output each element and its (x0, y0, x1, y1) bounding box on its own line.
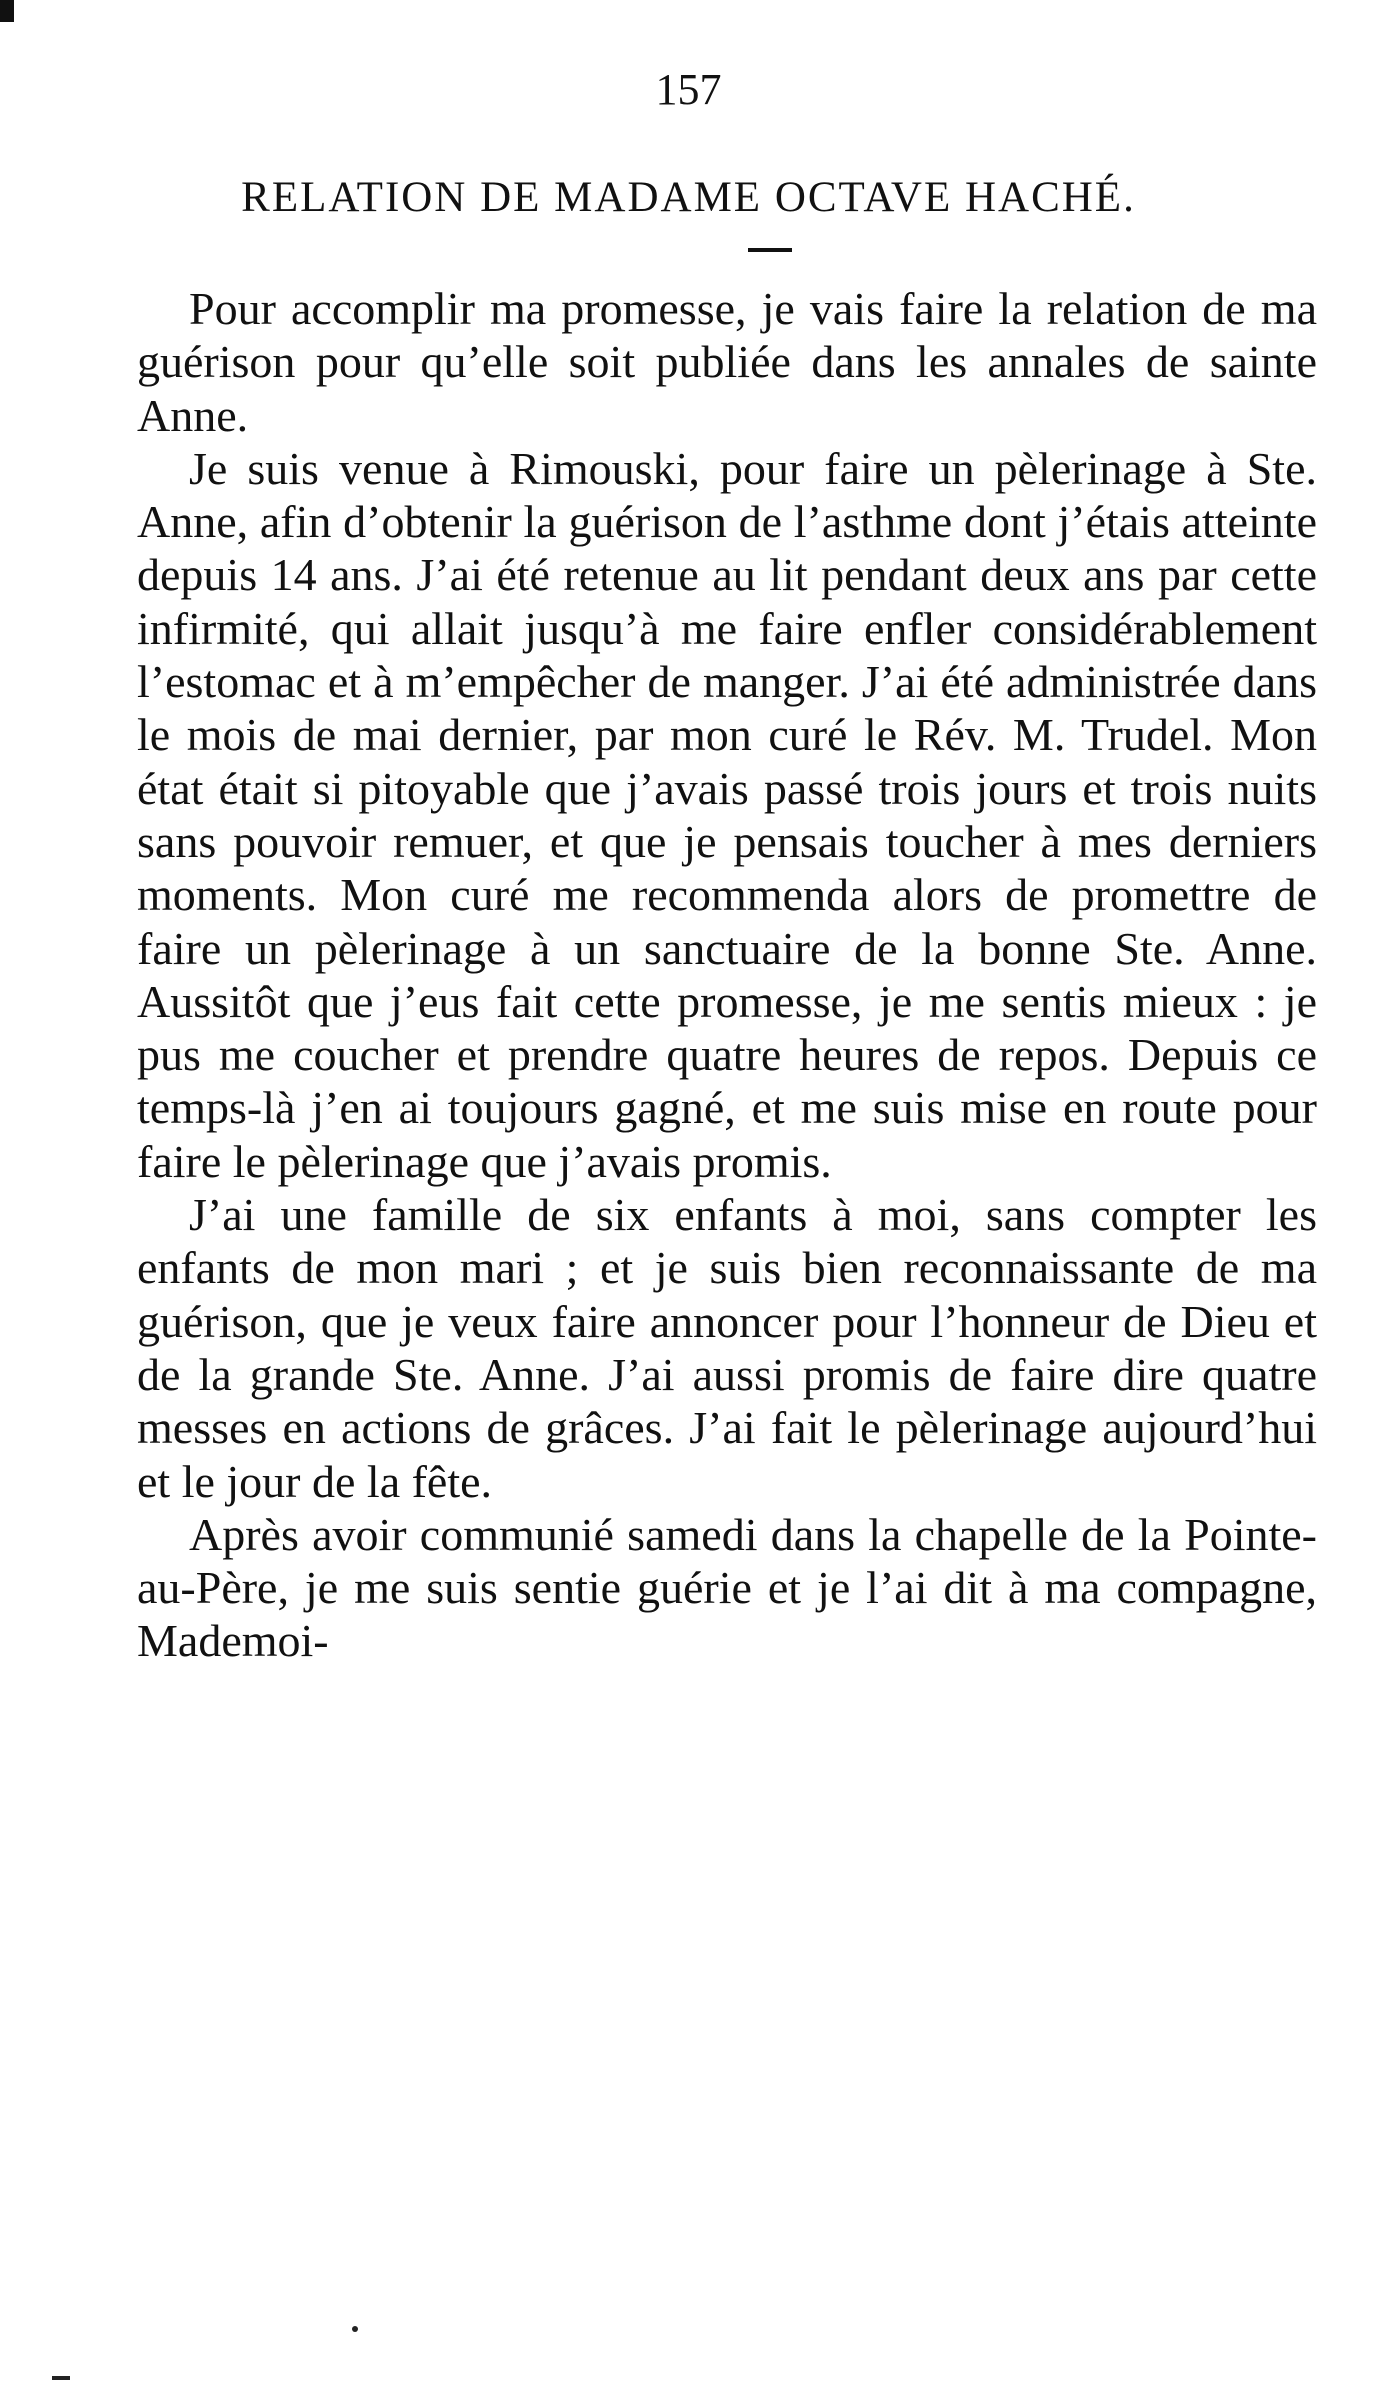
page-number: 157 (655, 65, 722, 114)
paragraph-2: Je suis venue à Rimouski, pour faire un pèlerinage à Ste. Anne, afin d’obtenir la guérison de l’asthme dont j’étais atteinte depuis 14 ans. J’ai été retenue au lit pendant deux ans par cette infirmité, qui allait jusqu’à me faire enfler considérablement l’estomac et à m’empêcher de manger. J’ai été administrée dans le mois de mai dernier, par mon curé le Rév. M. Trudel. Mon état était si pitoyable que j’avais passé trois jours et trois nuits sans pouvoir remuer, et que je pensais toucher à mes derniers moments. Mon curé me recommenda alors de promettre de faire un pèlerinage à un sanctuaire de la bonne Ste. Anne. Aussitôt que j’eus fait cette promesse, je me sentis mieux : je pus me coucher et prendre quatre heures de repos. Depuis ce temps-là j’en ai toujours gagné, et me suis mise en route pour faire le pèlerinage que j’avais promis. (137, 442, 1317, 1187)
corner-ink-mark (0, 0, 14, 22)
body-text (137, 282, 1317, 1668)
footer-ink-dot (352, 2326, 358, 2332)
paragraph-4: Après avoir communié samedi dans la chapelle de la Pointe-au-Père, je me suis sentie guérie et je l’ai dit à ma compagne, Mademoi- (137, 1508, 1317, 1667)
footer-ink-mark (52, 2376, 70, 2380)
title-rule (748, 248, 792, 252)
page-title: RELATION DE MADAME OCTAVE HACHÉ. (241, 174, 1136, 221)
paragraph-3: J’ai une famille de six enfants à moi, sans compter les enfants de mon mari ; et je suis bien reconnaissante de ma guérison, que je veux faire annoncer pour l’honneur de Dieu et de la grande Ste. Anne. J’ai aussi promis de faire dire quatre messes en actions de grâces. J’ai fait le pèlerinage aujourd’hui et le jour de la fête. (137, 1189, 1317, 1507)
paragraph-1: Pour accomplir ma promesse, je vais faire la relation de ma guérison pour qu’elle soit publiée dans les annales de sainte Anne. (137, 283, 1317, 441)
